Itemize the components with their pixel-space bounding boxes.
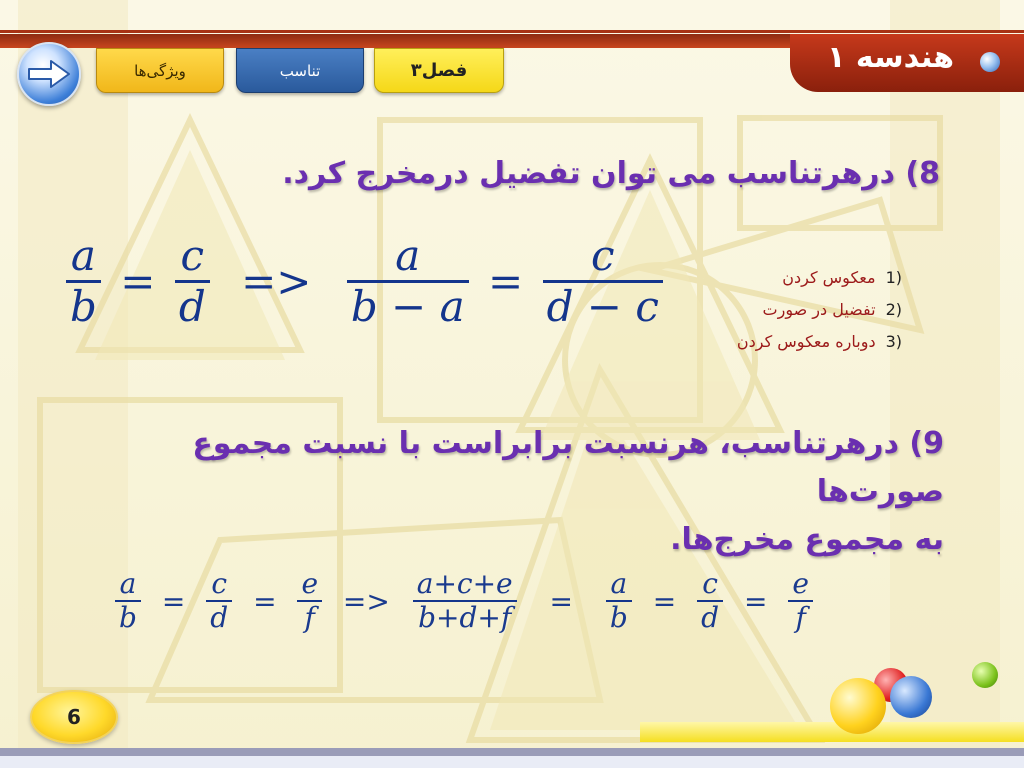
page-number: 6 [67,705,81,729]
tab-chapter[interactable] [374,48,504,93]
step-number: (1 [885,268,902,287]
tab-features-label: ویژگی‌ها [134,61,186,80]
numerator: a [610,567,628,600]
equals-sign: = [488,257,524,307]
denominator: d [210,601,229,635]
arrow-right-icon [27,59,71,89]
step-text: دوباره معکوس کردن [736,332,876,351]
section9-heading-line1: 9) درهرتناسب، هرنسبت برابراست با نسبت مجموع صورت‌ها [192,426,944,509]
denominator: b+d+f [418,601,512,635]
section9-heading-line2: به مجموع مخرج‌ها. [670,522,944,557]
numerator: c [590,231,615,280]
denominator: f [795,601,806,635]
numerator: a [395,231,421,280]
page-title: هندسه ۱ [827,40,954,75]
numerator: a [70,231,96,280]
step-item [642,294,902,326]
header-bar [0,34,820,48]
footer-band [0,748,1024,756]
fraction-e-f [297,568,322,634]
bullet-icon [980,52,1000,72]
tab-ratio-label: تناسب [279,61,321,80]
fraction-a-b [115,568,141,634]
fraction-c-d [206,568,232,634]
fraction-c-d [175,232,210,332]
denominator: b [70,282,97,332]
implies-sign: => [241,257,312,307]
decorative-ball-icon [972,662,998,688]
implies-sign: => [342,584,390,618]
equals-sign: = [743,584,768,618]
denominator: b [119,601,137,635]
equals-sign: = [549,584,573,618]
numerator: e [301,567,319,600]
denominator: b − a [350,282,465,332]
fraction-sum [413,568,517,634]
formula-8 [66,232,663,332]
footer-band-light [0,756,1024,768]
step-item [642,326,902,358]
equals-sign: = [253,584,277,618]
denominator: d [701,601,720,635]
fraction-a-b [606,568,632,634]
tab-ratio[interactable] [236,48,364,93]
formula-9 [115,568,813,634]
denominator: f [304,601,315,635]
step-item [642,262,902,294]
tab-chapter-label: فصل۳ [410,60,468,81]
numerator: e [792,567,809,600]
fraction-e-f [788,568,813,634]
step-text: معکوس کردن [782,268,876,287]
denominator: d [178,282,206,332]
equals-sign: = [161,584,186,618]
back-button[interactable] [17,42,81,106]
header-line [0,30,1024,33]
fraction-c-d [697,568,723,634]
equals-sign: = [652,584,677,618]
step-number: (3 [885,332,902,351]
step-number: (2 [885,300,902,319]
equals-sign: = [120,257,156,307]
numerator: a+c+e [416,567,513,600]
tab-features[interactable] [96,48,224,93]
fraction-a-over-b-minus-a [347,232,469,332]
fraction-a-b [66,232,101,332]
numerator: c [180,231,205,280]
numerator: c [702,567,718,600]
page-number-badge [30,690,118,744]
steps-list [642,262,902,358]
decorative-ball-icon [830,678,886,734]
footer-accent-bar [640,722,1024,742]
denominator: d − c [546,282,659,332]
denominator: b [609,601,628,635]
numerator: c [211,567,228,600]
step-text: تفضیل در صورت [762,300,876,319]
decorative-ball-icon [890,676,932,718]
section9-heading [74,420,944,564]
section8-heading: 8) درهرتناسب می توان تفضیل درمخرج کرد. [282,156,940,191]
numerator: a [119,567,137,600]
